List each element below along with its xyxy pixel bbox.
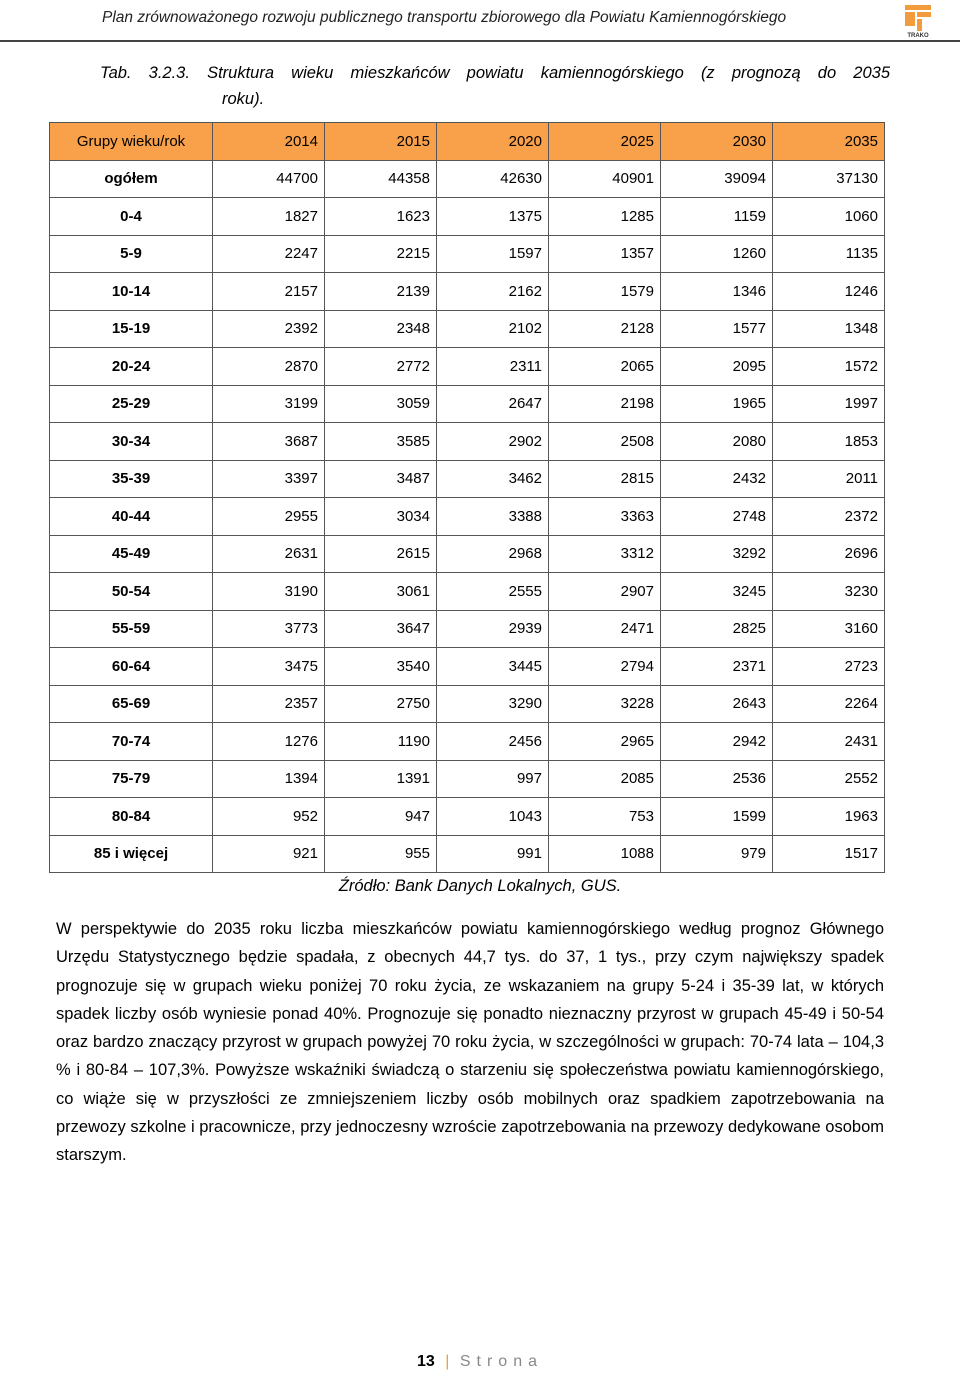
page-footer — [0, 1353, 960, 1371]
age-group-cell: 85 i więcej — [50, 835, 213, 873]
population-cell: 1623 — [325, 198, 437, 236]
population-cell: 2902 — [437, 423, 549, 461]
age-group-cell: 5-9 — [50, 235, 213, 273]
table-row — [50, 760, 885, 798]
table-row — [50, 460, 885, 498]
age-group-cell: 65-69 — [50, 685, 213, 723]
population-cell: 3475 — [213, 648, 325, 686]
population-cell: 1246 — [773, 273, 885, 311]
age-group-cell: 30-34 — [50, 423, 213, 461]
population-cell: 2748 — [661, 498, 773, 536]
population-cell: 1276 — [213, 723, 325, 761]
population-cell: 2471 — [549, 610, 661, 648]
population-cell: 2011 — [773, 460, 885, 498]
population-cell: 3540 — [325, 648, 437, 686]
population-cell: 2431 — [773, 723, 885, 761]
population-cell: 1853 — [773, 423, 885, 461]
population-cell: 3647 — [325, 610, 437, 648]
population-cell: 2080 — [661, 423, 773, 461]
header-cell-year: 2014 — [213, 123, 325, 161]
population-cell: 3199 — [213, 385, 325, 423]
population-cell: 1965 — [661, 385, 773, 423]
table-row — [50, 610, 885, 648]
population-cell: 2750 — [325, 685, 437, 723]
footer-page-word: Strona — [459, 1353, 543, 1370]
population-cell: 2128 — [549, 310, 661, 348]
population-cell: 1827 — [213, 198, 325, 236]
population-cell: 44700 — [213, 160, 325, 198]
population-cell: 2968 — [437, 535, 549, 573]
population-cell: 2392 — [213, 310, 325, 348]
population-cell: 1357 — [549, 235, 661, 273]
table-row — [50, 310, 885, 348]
population-cell: 979 — [661, 835, 773, 873]
population-cell: 3363 — [549, 498, 661, 536]
population-cell: 1997 — [773, 385, 885, 423]
population-cell: 3312 — [549, 535, 661, 573]
population-cell: 2815 — [549, 460, 661, 498]
table-header-row — [50, 123, 885, 161]
population-cell: 1088 — [549, 835, 661, 873]
table-row — [50, 685, 885, 723]
age-group-cell: 45-49 — [50, 535, 213, 573]
population-cell: 2456 — [437, 723, 549, 761]
population-cell: 3160 — [773, 610, 885, 648]
header-cell-year: 2035 — [773, 123, 885, 161]
population-cell: 3397 — [213, 460, 325, 498]
population-cell: 3292 — [661, 535, 773, 573]
population-cell: 2372 — [773, 498, 885, 536]
population-cell: 2552 — [773, 760, 885, 798]
table-body — [50, 160, 885, 873]
population-cell: 955 — [325, 835, 437, 873]
population-cell: 2794 — [549, 648, 661, 686]
age-group-cell: 0-4 — [50, 198, 213, 236]
age-group-cell: 75-79 — [50, 760, 213, 798]
population-cell: 3445 — [437, 648, 549, 686]
population-cell: 1348 — [773, 310, 885, 348]
population-cell: 2264 — [773, 685, 885, 723]
population-cell: 1391 — [325, 760, 437, 798]
population-cell: 3687 — [213, 423, 325, 461]
population-cell: 2095 — [661, 348, 773, 386]
population-cell: 753 — [549, 798, 661, 836]
table-row — [50, 835, 885, 873]
population-cell: 1599 — [661, 798, 773, 836]
age-group-cell: 15-19 — [50, 310, 213, 348]
population-cell: 1579 — [549, 273, 661, 311]
population-cell: 1135 — [773, 235, 885, 273]
population-cell: 2085 — [549, 760, 661, 798]
population-cell: 952 — [213, 798, 325, 836]
population-cell: 3190 — [213, 573, 325, 611]
population-cell: 2348 — [325, 310, 437, 348]
population-cell: 2942 — [661, 723, 773, 761]
table-row — [50, 198, 885, 236]
population-cell: 1346 — [661, 273, 773, 311]
age-group-cell: 55-59 — [50, 610, 213, 648]
age-group-cell: 50-54 — [50, 573, 213, 611]
population-cell: 947 — [325, 798, 437, 836]
age-group-cell: 60-64 — [50, 648, 213, 686]
population-cell: 2536 — [661, 760, 773, 798]
population-cell: 2615 — [325, 535, 437, 573]
population-cell: 2955 — [213, 498, 325, 536]
population-cell: 3290 — [437, 685, 549, 723]
population-cell: 3059 — [325, 385, 437, 423]
table-row — [50, 535, 885, 573]
age-group-cell: 10-14 — [50, 273, 213, 311]
population-cell: 37130 — [773, 160, 885, 198]
table-row — [50, 573, 885, 611]
age-group-cell: 40-44 — [50, 498, 213, 536]
population-cell: 40901 — [549, 160, 661, 198]
header-cell-year: 2025 — [549, 123, 661, 161]
population-cell: 997 — [437, 760, 549, 798]
table-caption — [100, 60, 890, 112]
header-cell-year: 2020 — [437, 123, 549, 161]
table-row — [50, 723, 885, 761]
table-row — [50, 798, 885, 836]
population-cell: 3388 — [437, 498, 549, 536]
header-cell-year: 2015 — [325, 123, 437, 161]
population-cell: 1043 — [437, 798, 549, 836]
population-cell: 1572 — [773, 348, 885, 386]
age-structure-table — [49, 122, 885, 873]
age-group-cell: ogółem — [50, 160, 213, 198]
population-cell: 2247 — [213, 235, 325, 273]
age-group-cell: 25-29 — [50, 385, 213, 423]
table-row — [50, 385, 885, 423]
population-cell: 2631 — [213, 535, 325, 573]
population-cell: 2139 — [325, 273, 437, 311]
trako-logo-icon — [903, 3, 933, 39]
population-cell: 2870 — [213, 348, 325, 386]
page-number: 13 — [417, 1353, 435, 1370]
population-cell: 2432 — [661, 460, 773, 498]
population-cell: 1394 — [213, 760, 325, 798]
population-cell: 2772 — [325, 348, 437, 386]
population-cell: 2102 — [437, 310, 549, 348]
population-cell: 2939 — [437, 610, 549, 648]
population-cell: 42630 — [437, 160, 549, 198]
age-group-cell: 70-74 — [50, 723, 213, 761]
population-cell: 2198 — [549, 385, 661, 423]
population-cell: 2508 — [549, 423, 661, 461]
body-paragraph: W perspektywie do 2035 roku liczba mieszkańców powiatu kamiennogórskiego według prognoz Głównego Urzędu Statystycznego będzie spadała, z obecnych 44,7 tys. do 37, 1 tys., przy czym największy spadek prognozuje się w grupach wieku poniżej 70 roku życia, ze wskazaniem na grupy 5-24 i 35-39 lat, w których spadek liczby osób wyniesie ponad 40%. Prognozuje się ponadto nieznaczny przyrost w grupach 45-49 i 50-54 oraz bardzo znaczący przyrost w grupach powyżej 70 roku życia, w szczególności w grupach: 70-74 lata – 104,3 % i 80-84 – 107,3%. Powyższe wskaźniki świadczą o starzeniu się społeczeństwa powiatu kamiennogórskiego, co wiąże się w przyszłości ze zmniejszeniem liczby osób mobilnych oraz spadkiem zapotrzebowania na przewozy szkolne i pracownicze, przy jednoczesny wzroście zapotrzebowania na przewozy dedykowane osobom starszym. — [56, 920, 884, 1165]
population-cell: 2643 — [661, 685, 773, 723]
population-cell: 2907 — [549, 573, 661, 611]
page-header — [0, 0, 960, 38]
population-cell: 2157 — [213, 273, 325, 311]
population-cell: 2723 — [773, 648, 885, 686]
population-cell: 2647 — [437, 385, 549, 423]
population-cell: 3773 — [213, 610, 325, 648]
table-row — [50, 648, 885, 686]
age-group-cell: 35-39 — [50, 460, 213, 498]
age-group-cell: 20-24 — [50, 348, 213, 386]
population-cell: 2825 — [661, 610, 773, 648]
population-cell: 3034 — [325, 498, 437, 536]
population-cell: 2965 — [549, 723, 661, 761]
header-cell-group: Grupy wieku/rok — [50, 123, 213, 161]
caption-line-1: Tab. 3.2.3. Struktura wieku mieszkańców powiatu kamiennogórskiego (z prognozą do 2035 — [100, 64, 890, 82]
caption-line-2: roku). — [222, 90, 265, 108]
population-cell: 2311 — [437, 348, 549, 386]
population-cell: 44358 — [325, 160, 437, 198]
population-cell: 2215 — [325, 235, 437, 273]
population-cell: 1597 — [437, 235, 549, 273]
population-cell: 991 — [437, 835, 549, 873]
header-title: Plan zrównoważonego rozwoju publicznego transportu zbiorowego dla Powiatu Kamiennogórskiego — [102, 9, 787, 26]
table-row — [50, 235, 885, 273]
population-cell: 1190 — [325, 723, 437, 761]
footer-separator: | — [445, 1353, 450, 1370]
population-cell: 1159 — [661, 198, 773, 236]
population-cell: 1260 — [661, 235, 773, 273]
table-row — [50, 423, 885, 461]
population-cell: 3487 — [325, 460, 437, 498]
population-cell: 39094 — [661, 160, 773, 198]
population-cell: 1285 — [549, 198, 661, 236]
population-cell: 3228 — [549, 685, 661, 723]
table-row — [50, 348, 885, 386]
population-cell: 1060 — [773, 198, 885, 236]
header-cell-year: 2030 — [661, 123, 773, 161]
population-cell: 2162 — [437, 273, 549, 311]
population-cell: 3245 — [661, 573, 773, 611]
population-cell: 1963 — [773, 798, 885, 836]
population-cell: 1577 — [661, 310, 773, 348]
table-row — [50, 498, 885, 536]
table-row — [50, 160, 885, 198]
population-cell: 3061 — [325, 573, 437, 611]
population-cell: 2065 — [549, 348, 661, 386]
population-cell: 921 — [213, 835, 325, 873]
logo-text: TRAKO — [907, 33, 929, 39]
population-cell: 1517 — [773, 835, 885, 873]
population-cell: 3230 — [773, 573, 885, 611]
population-cell: 2371 — [661, 648, 773, 686]
population-cell: 2555 — [437, 573, 549, 611]
table-row — [50, 273, 885, 311]
table-source: Źródło: Bank Danych Lokalnych, GUS. — [338, 877, 622, 895]
population-cell: 1375 — [437, 198, 549, 236]
population-cell: 3462 — [437, 460, 549, 498]
population-cell: 3585 — [325, 423, 437, 461]
population-cell: 2696 — [773, 535, 885, 573]
population-cell: 2357 — [213, 685, 325, 723]
header-divider — [0, 40, 960, 42]
age-group-cell: 80-84 — [50, 798, 213, 836]
